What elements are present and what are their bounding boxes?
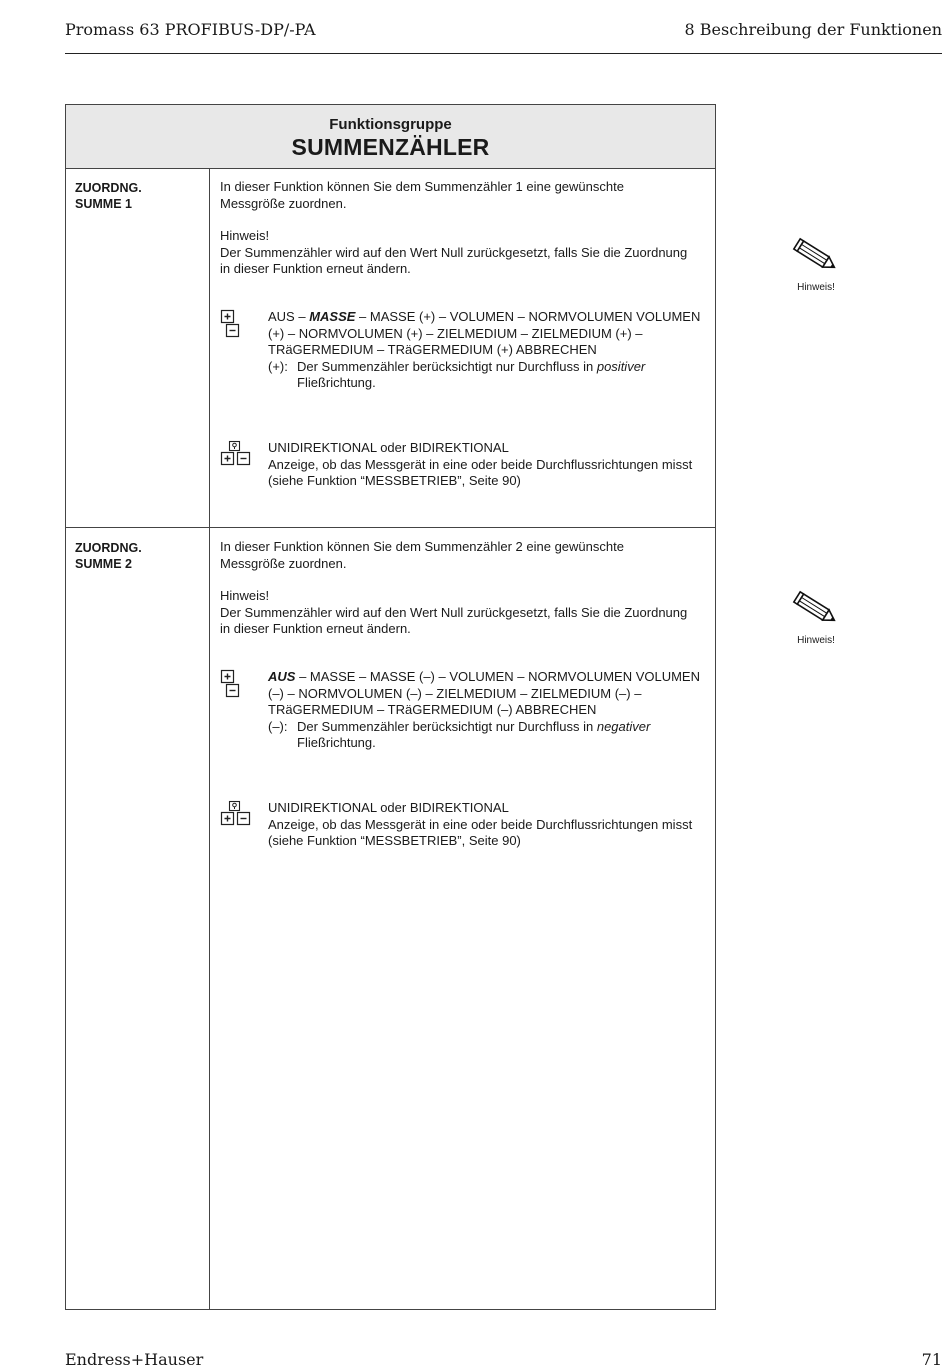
display-keys-icon xyxy=(220,440,254,471)
intro-text: In dieser Funktion können Sie dem Summenzähler 1 eine gewünschte Messgröße zuordnen. xyxy=(220,179,624,211)
side-note-hint-2 xyxy=(785,590,847,646)
hint-text: Der Summenzähler wird auf den Wert Null zurückgesetzt, falls Sie die Zuordnung in dieser Funktion erneut ändern. xyxy=(220,244,688,276)
display-title: UNIDIREKTIONAL oder BIDIREKTIONAL xyxy=(268,800,509,815)
footer-brand: Endress+Hauser xyxy=(65,1350,204,1369)
table-header xyxy=(66,105,715,169)
display-keys-icon xyxy=(220,800,254,831)
function-name-line: ZUORDNG. xyxy=(75,541,142,555)
function-description-summe-1 xyxy=(220,179,690,278)
default-option: AUS xyxy=(268,669,296,684)
function-name-line: SUMME 2 xyxy=(75,557,132,571)
function-name-summe-1 xyxy=(75,180,142,212)
hint-title: Hinweis! xyxy=(220,228,270,243)
header-chapter: 8 Beschreibung der Funktionen xyxy=(684,20,942,39)
group-title: SUMMENZÄHLER xyxy=(291,134,490,160)
pencil-icon xyxy=(791,237,841,277)
group-label: Funktionsgruppe xyxy=(329,116,452,133)
selection-options-summe-2 xyxy=(268,669,708,752)
options-list: AUS – MASSE – MASSE (–) – VOLUMEN – NORMVOLUMEN VOLUMEN (–) – NORMVOLUMEN (–) – ZIELMEDIUM – ZIELMEDIUM (–) – TRäGERMEDIUM – TRäGERMEDIUM (–) ABBRECHEN xyxy=(268,669,700,717)
display-title: UNIDIREKTIONAL oder BIDIREKTIONAL xyxy=(268,440,509,455)
hint-block xyxy=(220,588,690,638)
selection-options-summe-1 xyxy=(268,309,708,392)
hint-block xyxy=(220,228,690,278)
function-description-summe-2 xyxy=(220,539,690,638)
hint-text: Der Summenzähler wird auf den Wert Null zurückgesetzt, falls Sie die Zuordnung in dieser Funktion erneut ändern. xyxy=(220,604,688,636)
side-note-hint-1 xyxy=(785,237,847,293)
page-number: 71 xyxy=(921,1350,942,1369)
direction-note: (+): Der Summenzähler berücksichtigt nur Durchfluss in positiver Fließrichtung. xyxy=(268,358,646,390)
column-divider xyxy=(209,168,210,1309)
default-option: MASSE xyxy=(309,309,356,324)
function-name-summe-2 xyxy=(75,540,142,572)
display-text: Anzeige, ob das Messgerät in eine oder beide Durchflussrichtungen misst (siehe Funktion “MESSBETRIEB”, Seite 90) xyxy=(268,456,693,488)
display-info-summe-2 xyxy=(268,800,708,850)
function-group-table xyxy=(65,104,716,1310)
pencil-icon xyxy=(791,590,841,630)
display-info-summe-1 xyxy=(268,440,708,490)
plus-minus-keys-icon xyxy=(220,669,242,704)
side-note-label: Hinweis! xyxy=(797,635,835,646)
header-title: Promass 63 PROFIBUS-DP/-PA xyxy=(65,20,316,39)
side-note-label: Hinweis! xyxy=(797,282,835,293)
direction-note: (–): Der Summenzähler berücksichtigt nur Durchfluss in negativer Fließrichtung. xyxy=(268,718,651,750)
function-name-line: ZUORDNG. xyxy=(75,181,142,195)
hint-title: Hinweis! xyxy=(220,588,270,603)
function-name-line: SUMME 1 xyxy=(75,197,132,211)
options-list: AUS – MASSE – MASSE (+) – VOLUMEN – NORMVOLUMEN VOLUMEN (+) – NORMVOLUMEN (+) – ZIELMEDIUM – ZIELMEDIUM (+) – TRäGERMEDIUM – TRäGERMEDIUM (+) ABBRECHEN xyxy=(268,309,701,357)
header-rule xyxy=(65,53,942,54)
plus-minus-keys-icon xyxy=(220,309,242,344)
row-divider xyxy=(66,527,715,528)
display-text: Anzeige, ob das Messgerät in eine oder beide Durchflussrichtungen misst (siehe Funktion “MESSBETRIEB”, Seite 90) xyxy=(268,816,693,848)
intro-text: In dieser Funktion können Sie dem Summenzähler 2 eine gewünschte Messgröße zuordnen. xyxy=(220,539,624,571)
